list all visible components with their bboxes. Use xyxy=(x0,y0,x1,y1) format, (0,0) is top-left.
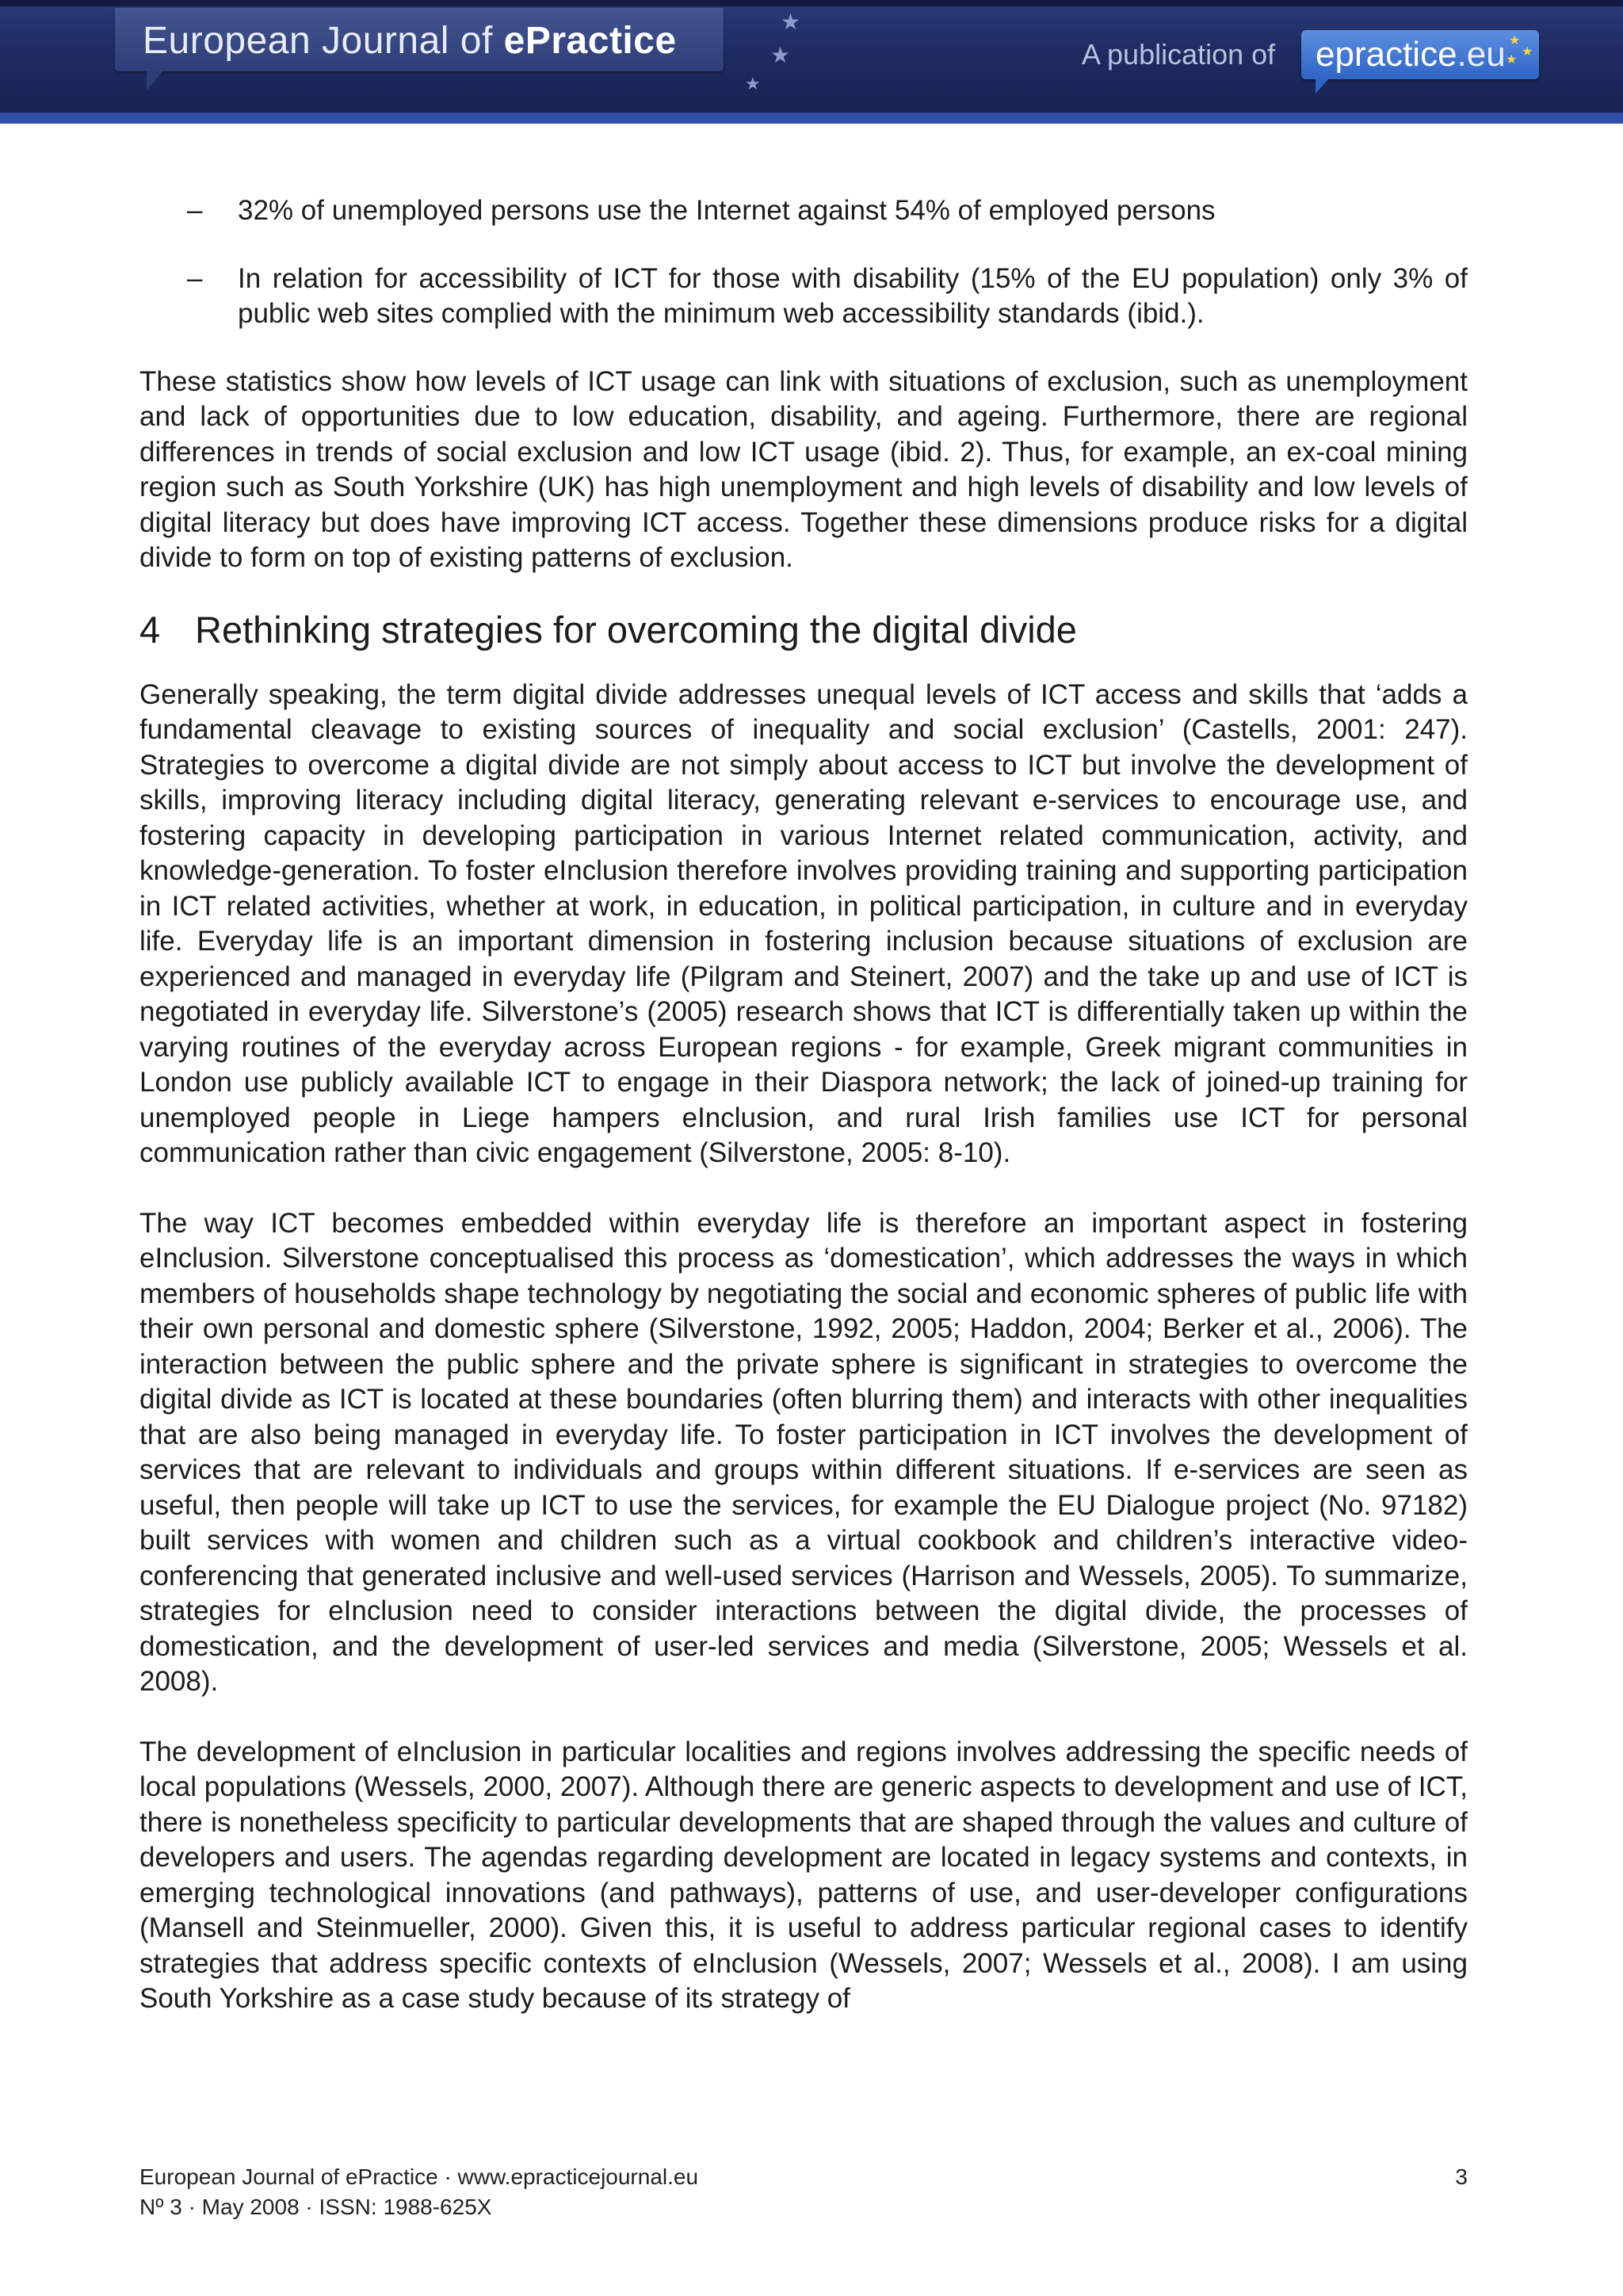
star-icon: ★ xyxy=(1509,34,1521,48)
journal-title-prefix: European Journal of xyxy=(143,20,493,62)
list-item xyxy=(139,262,1468,332)
star-icon: ★ xyxy=(781,10,801,34)
brand-logo-text xyxy=(1316,35,1506,74)
journal-tab-pointer xyxy=(147,70,164,90)
header-banner xyxy=(0,0,1623,124)
brand-logo-badge xyxy=(1301,30,1539,79)
banner-top-line xyxy=(0,0,1623,6)
star-icon: ★ xyxy=(1506,53,1518,67)
page-number: 3 xyxy=(1455,2164,1468,2189)
star-icon: ★ xyxy=(770,43,791,67)
bullet-dash: – xyxy=(187,195,203,226)
brand-name-suffix: .eu xyxy=(1457,35,1506,74)
paragraph: The way ICT becomes embedded within everyday life is therefore an important aspect in fostering eInclusion. Silverstone conceptualised this process as ‘domestication’, which addresses the ways in which members of households shape technology by negotiating the social and economic spheres of public life with their own personal and domestic sphere (Silverstone, 1992, 2005; Haddon, 2004; Berker et al., 2006). The interaction between the public sphere and the private sphere is significant in strategies to overcome the digital divide as ICT is located at these boundaries (often blurring them) and interacts with other inequalities that are also being managed in everyday life. To foster participation in ICT involves the development of services that are relevant to individuals and groups within different situations. If e-services are seen as useful, then people will take up ICT to use the services, for example the EU Dialogue project (No. 97182) built services with women and children such as a virtual cookbook and children’s interactive video-conferencing that generated inclusive and well-used services (Harrison and Wessels, 2005). To summarize, strategies for eInclusion need to consider interactions between the digital divide, the processes of domestication, and the development of user-led services and media (Silverstone, 2005; Wessels et al. 2008). xyxy=(139,1207,1468,1697)
bullet-text: In relation for accessibility of ICT for those with disability (15% of the EU population) only 3% of public web sites complied with the minimum web accessibility standards (ibid.). xyxy=(238,262,1468,329)
bullet-dash: – xyxy=(187,262,203,294)
section-title: Rethinking strategies for overcoming the digital divide xyxy=(195,608,1077,651)
star-icon: ★ xyxy=(1522,45,1533,59)
journal-title xyxy=(143,19,677,63)
footer-issue-line: Nº 3 · May 2008 · ISSN: 1988-625X xyxy=(139,2195,492,2219)
star-icon: ★ xyxy=(745,74,761,94)
section-number: 4 xyxy=(139,608,161,651)
journal-title-bold: ePractice xyxy=(503,20,677,62)
bullet-text: 32% of unemployed persons use the Internet against 54% of employed persons xyxy=(238,195,1216,226)
article-body xyxy=(139,193,1468,2052)
bullet-list xyxy=(139,193,1468,332)
footer-journal-line: European Journal of ePractice · www.epracticejournal.eu xyxy=(139,2164,699,2189)
journal-title-tab xyxy=(115,8,724,71)
page-footer xyxy=(139,2162,1468,2222)
paragraph: The development of eInclusion in particular localities and regions involves addressing the specific needs of local populations (Wessels, 2000, 2007). Although there are generic aspects to development and use of ICT, there is nonetheless specificity to particular developments that are shaped through the values and culture of developers and users. The agendas regarding development are located in legacy systems and contexts, in emerging technological innovations (and pathways), patterns of use, and user-developer configurations (Mansell and Steinmueller, 2000). Given this, it is useful to address particular regional cases to identify strategies that address specific contexts of eInclusion (Wessels, 2007; Wessels et al., 2008). I am using South Yorkshire as a case study because of its strategy of xyxy=(139,1736,1468,2014)
brand-name-main: epractice xyxy=(1316,35,1457,74)
paragraph: Generally speaking, the term digital divide addresses unequal levels of ICT access and skills that ‘adds a fundamental cleavage to existing sources of inequality and social exclusion’ (Castells, 2001: 247). Strategies to overcome a digital divide are not simply about access to ICT but involve the development of skills, improving literacy including digital literacy, generating relevant e-services to encourage use, and fostering capacity in developing participation in various Internet related communication, activity, and knowledge-generation. To foster eInclusion therefore involves providing training and supporting participation in ICT related activities, whether at work, in education, in political participation, in culture and in everyday life. Everyday life is an important dimension in fostering inclusion because situations of exclusion are experienced and managed in everyday life (Pilgram and Steinert, 2007) and the take up and use of ICT is negotiated in everyday life. Silverstone’s (2005) research shows that ICT is differentially taken up within the varying routines of the everyday across European regions - for example, Greek migrant communities in London use publicly available ICT to engage in their Diaspora network; the lack of joined-up training for unemployed people in Liege hampers eInclusion, and rural Irish families use ICT for personal communication rather than civic engagement (Silverstone, 2005: 8-10). xyxy=(139,678,1468,1168)
list-item xyxy=(139,193,1468,229)
publication-label: A publication of xyxy=(1082,38,1276,71)
paragraph-intro: These statistics show how levels of ICT usage can link with situations of exclusion, such as unemployment and lack of opportunities due to low education, disability, and ageing. Furthermore, there are regional differences in trends of social exclusion and low ICT usage (ibid. 2). Thus, for example, an ex-coal mining region such as South Yorkshire (UK) has high unemployment and high levels of disability and low levels of digital literacy but does have improving ICT access. Together these dimensions produce risks for a digital divide to form on top of existing patterns of exclusion. xyxy=(139,365,1468,573)
brand-badge-pointer xyxy=(1316,78,1330,94)
section-heading xyxy=(139,606,1468,654)
